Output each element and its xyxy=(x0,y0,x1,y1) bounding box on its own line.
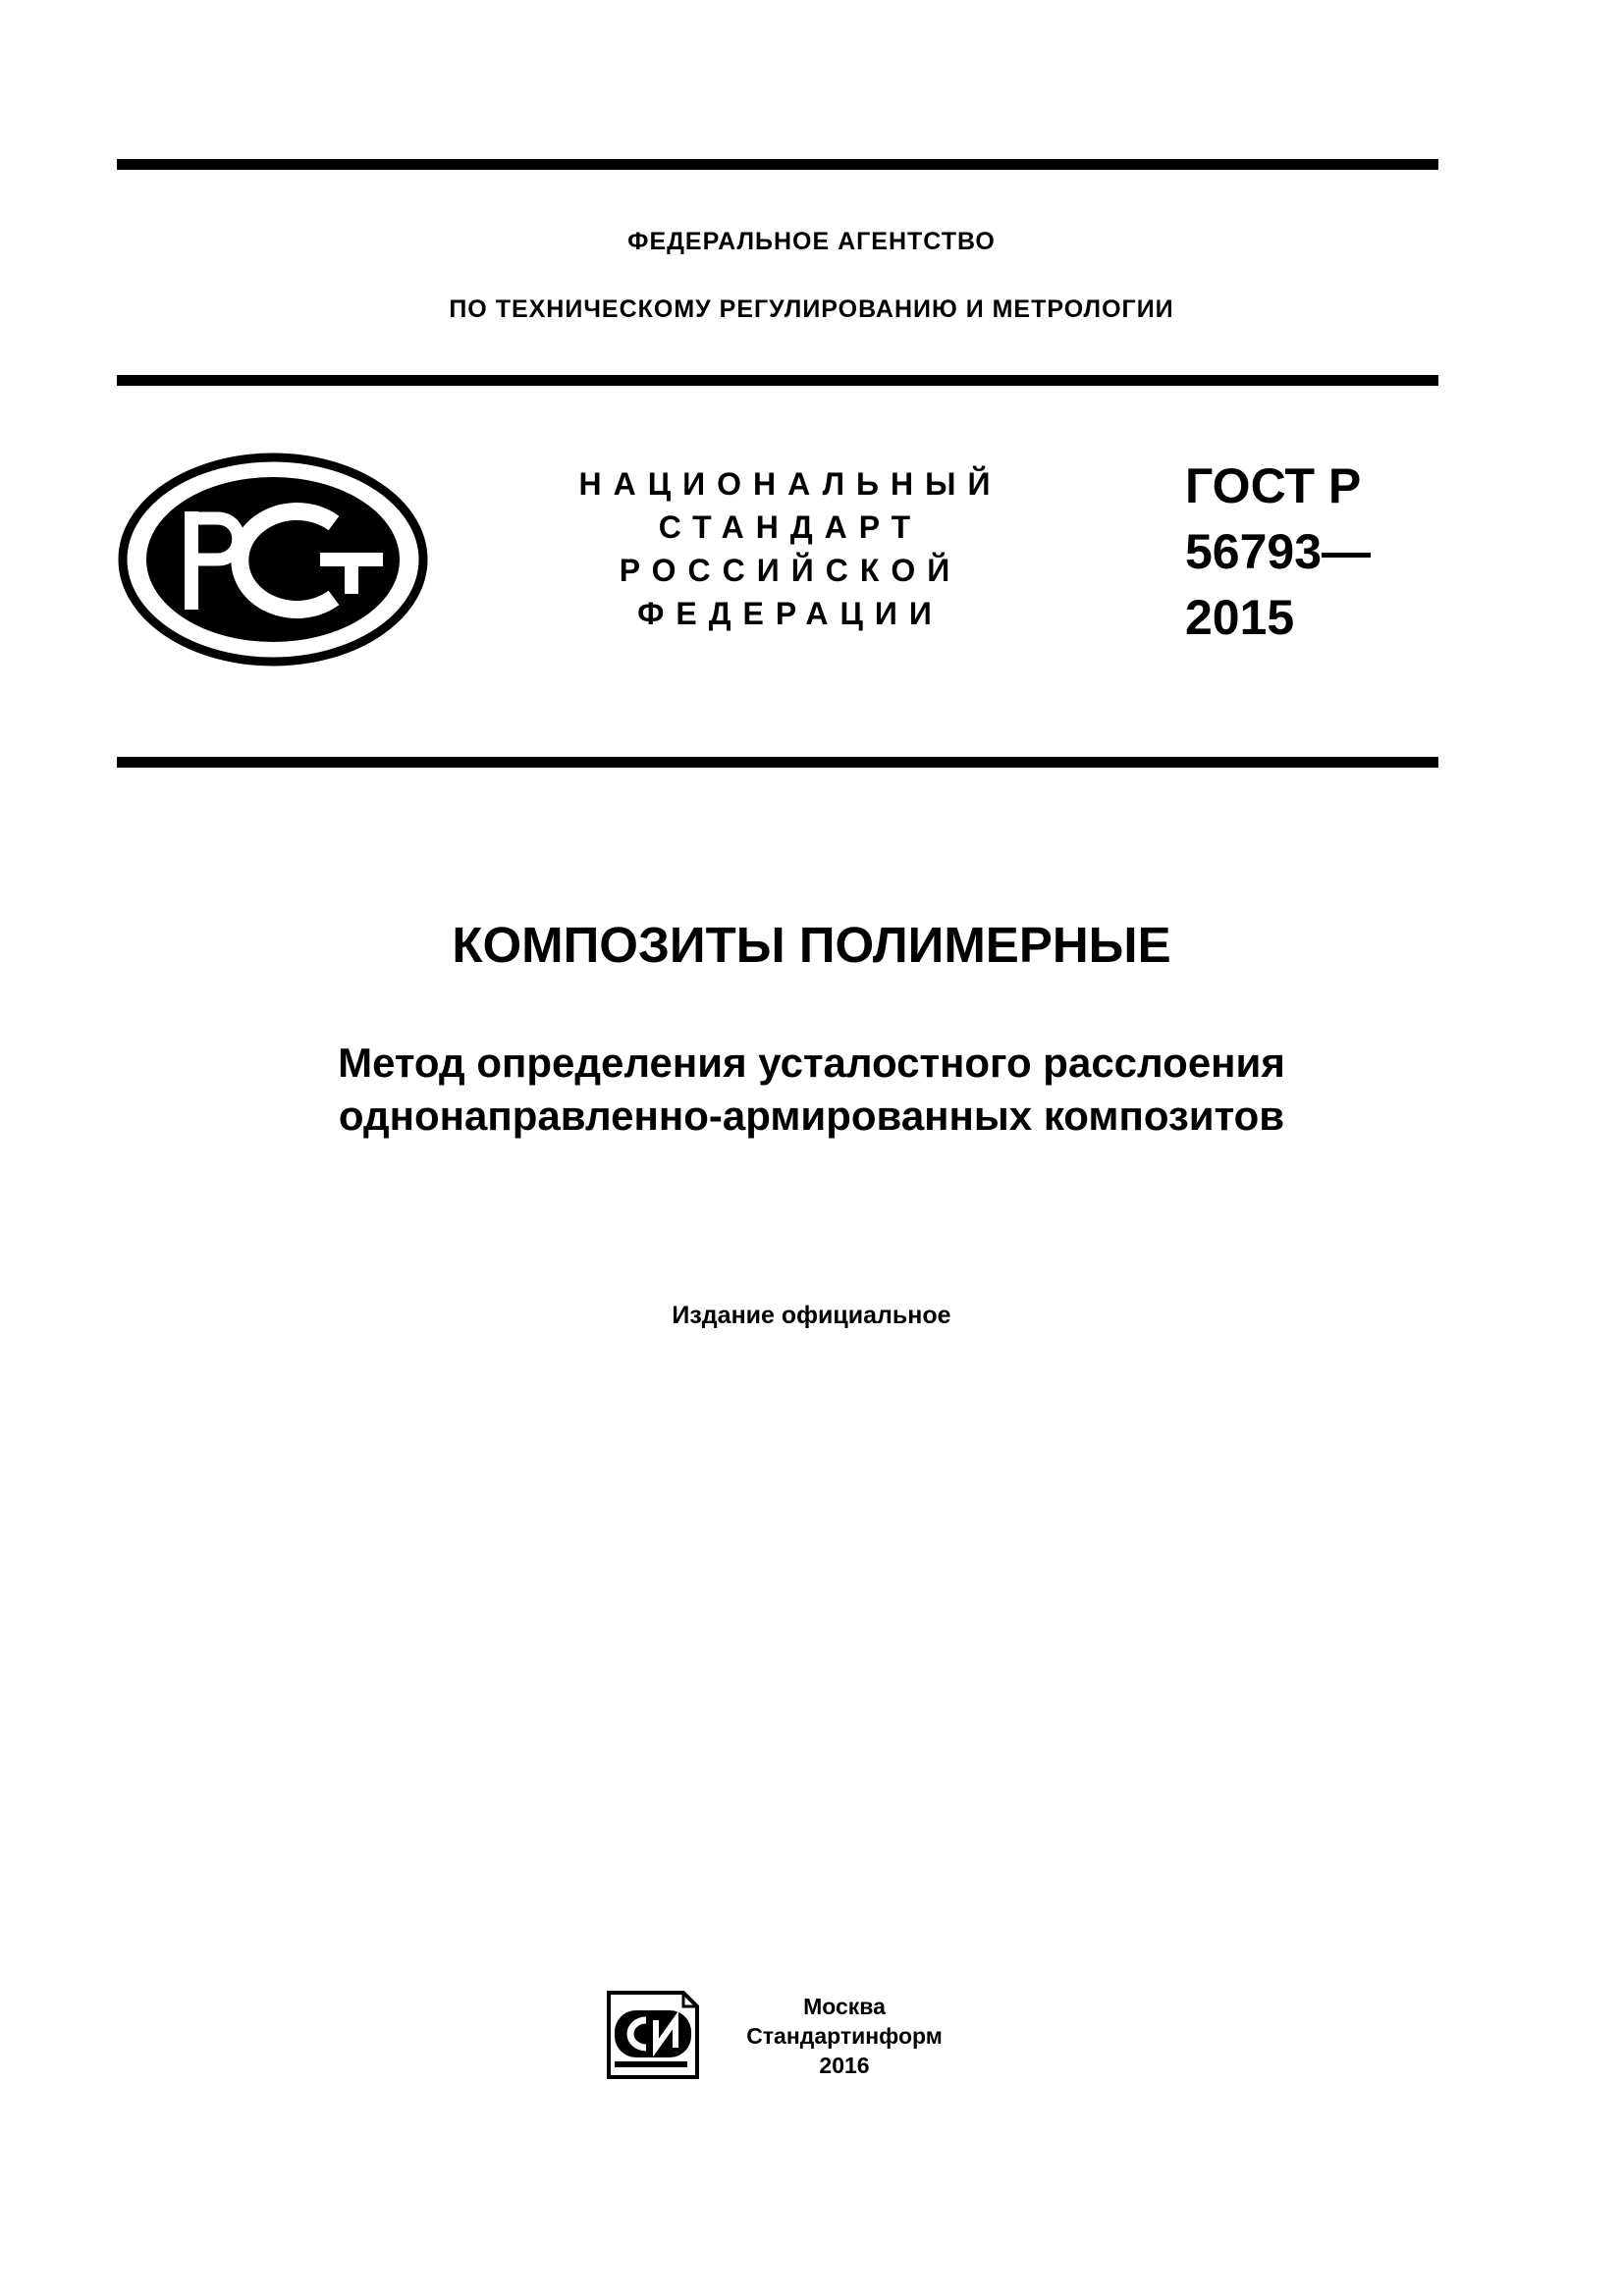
agency-line-1: ФЕДЕРАЛЬНОЕ АГЕНТСТВО xyxy=(627,228,996,255)
national-line-4: ФЕДЕРАЦИИ xyxy=(637,596,944,631)
standard-rule xyxy=(117,757,1438,768)
gost-code-line-3: 2015 xyxy=(1185,590,1295,645)
publisher-city: Москва xyxy=(803,1994,886,2019)
header-rule xyxy=(117,375,1438,386)
gost-code-line-2: 56793— xyxy=(1185,524,1372,579)
document-subtitle-line-1: Метод определения усталостного расслоения xyxy=(338,1040,1285,1086)
rst-logo-icon xyxy=(116,451,430,668)
national-line-2: СТАНДАРТ xyxy=(658,509,923,545)
national-line-3: РОССИЙСКОЙ xyxy=(619,553,962,588)
publisher-name: Стандартинформ xyxy=(746,2023,943,2049)
document-title: КОМПОЗИТЫ ПОЛИМЕРНЫЕ xyxy=(452,917,1171,973)
agency-line-2: ПО ТЕХНИЧЕСКОМУ РЕГУЛИРОВАНИЮ И МЕТРОЛОГИИ xyxy=(449,295,1174,323)
top-rule xyxy=(117,159,1438,170)
document-subtitle-line-2: однонаправленно-армированных композитов xyxy=(338,1093,1285,1139)
publisher-year: 2016 xyxy=(819,2053,870,2078)
edition-label: Издание официальное xyxy=(672,1302,951,1329)
national-line-1: НАЦИОНАЛЬНЫЙ xyxy=(578,466,1002,502)
standartinform-logo-icon xyxy=(607,1991,699,2079)
gost-code-line-1: ГОСТ Р xyxy=(1185,458,1362,513)
